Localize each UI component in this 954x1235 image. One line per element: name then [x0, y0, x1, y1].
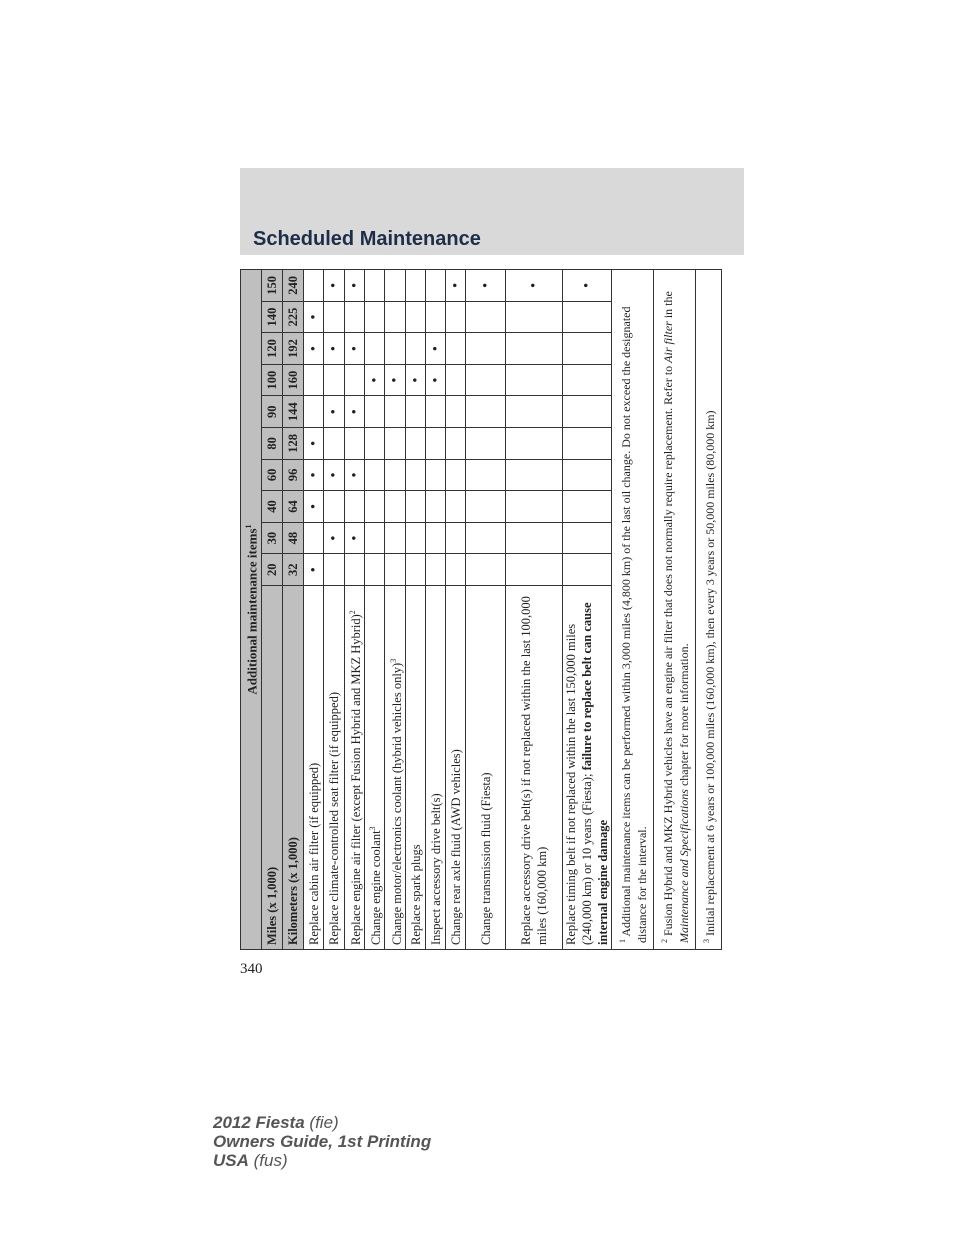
interval-bullet: •	[506, 270, 563, 302]
interval-empty	[365, 333, 385, 365]
interval-empty	[324, 364, 345, 396]
interval-empty	[406, 522, 426, 554]
interval-empty	[426, 270, 446, 302]
interval-empty	[324, 428, 345, 460]
footer-line-2: Owners Guide, 1st Printing	[213, 1132, 432, 1151]
miles-header-row	[262, 270, 283, 950]
interval-empty	[385, 270, 406, 302]
interval-empty	[426, 522, 446, 554]
footnote-row	[612, 270, 654, 950]
interval-empty	[506, 396, 563, 428]
table-row	[304, 270, 324, 950]
interval-empty	[563, 301, 612, 333]
interval-empty	[345, 428, 365, 460]
footer-line-1	[213, 1113, 431, 1132]
table-caption: Additional maintenance items$^1$	[241, 270, 262, 950]
miles-value: 140	[262, 301, 283, 333]
interval-empty	[466, 491, 506, 523]
section-header-band	[240, 168, 744, 255]
interval-empty	[466, 428, 506, 460]
km-value: 32	[283, 554, 304, 586]
interval-bullet: •	[345, 270, 365, 302]
footnote-row	[696, 270, 722, 950]
km-value: 240	[283, 270, 304, 302]
table-row	[563, 270, 612, 950]
interval-bullet: •	[446, 270, 466, 302]
interval-empty	[506, 554, 563, 586]
interval-bullet: •	[466, 270, 506, 302]
interval-bullet: •	[324, 396, 345, 428]
interval-empty	[304, 364, 324, 396]
interval-empty	[506, 364, 563, 396]
maintenance-item-label: Change motor/electronics coolant (hybrid vehicles only)$^3$	[385, 586, 406, 950]
table-row	[345, 270, 365, 950]
interval-bullet: •	[426, 333, 446, 365]
interval-empty	[385, 554, 406, 586]
interval-empty	[446, 396, 466, 428]
interval-empty	[426, 428, 446, 460]
maintenance-item-label: Replace climate-controlled seat filter (if equipped)	[324, 586, 345, 950]
interval-empty	[385, 396, 406, 428]
table-row	[385, 270, 406, 950]
interval-bullet: •	[345, 333, 365, 365]
interval-bullet: •	[365, 364, 385, 396]
interval-bullet: •	[324, 459, 345, 491]
maintenance-table-wrapper	[240, 270, 718, 950]
interval-empty	[563, 364, 612, 396]
interval-empty	[563, 428, 612, 460]
table-row	[365, 270, 385, 950]
interval-empty	[365, 522, 385, 554]
interval-empty	[563, 554, 612, 586]
interval-empty	[446, 554, 466, 586]
footnote-row	[654, 270, 696, 950]
interval-empty	[446, 491, 466, 523]
interval-empty	[365, 459, 385, 491]
interval-empty	[466, 459, 506, 491]
interval-empty	[304, 396, 324, 428]
interval-bullet: •	[345, 459, 365, 491]
table-caption-row	[241, 270, 262, 950]
maintenance-item-label: Replace timing belt if not replaced within the last 150,000 miles (240,000 km) or 10 years (Fiesta); failure to replace belt can cause internal engine damage	[563, 586, 612, 950]
interval-bullet: •	[385, 364, 406, 396]
interval-empty	[426, 301, 446, 333]
km-value: 192	[283, 333, 304, 365]
interval-empty	[426, 459, 446, 491]
interval-bullet: •	[304, 333, 324, 365]
interval-empty	[563, 522, 612, 554]
interval-empty	[406, 301, 426, 333]
interval-empty	[365, 554, 385, 586]
interval-bullet: •	[324, 522, 345, 554]
table-row	[506, 270, 563, 950]
miles-value: 80	[262, 428, 283, 460]
interval-empty	[426, 554, 446, 586]
interval-empty	[406, 333, 426, 365]
interval-empty	[406, 270, 426, 302]
interval-empty	[466, 554, 506, 586]
miles-value: 90	[262, 396, 283, 428]
footnote-3: $^3$ Initial replacement at 6 years or 100,000 miles (160,000 km), then every 3 years or 50,000 miles (80,000 km)	[696, 270, 722, 950]
interval-empty	[446, 364, 466, 396]
interval-bullet: •	[304, 491, 324, 523]
maintenance-item-label: Change transmission fluid (Fiesta)	[466, 586, 506, 950]
footer-market: USA	[213, 1151, 249, 1170]
interval-empty	[385, 522, 406, 554]
miles-value: 20	[262, 554, 283, 586]
interval-empty	[446, 301, 466, 333]
interval-empty	[446, 428, 466, 460]
page-number: 340	[240, 961, 263, 977]
miles-value: 30	[262, 522, 283, 554]
interval-empty	[345, 301, 365, 333]
maintenance-item-label: Change engine coolant$^3$	[365, 586, 385, 950]
maintenance-item-label: Replace cabin air filter (if equipped)	[304, 586, 324, 950]
interval-empty	[406, 491, 426, 523]
km-value: 128	[283, 428, 304, 460]
interval-empty	[324, 301, 345, 333]
interval-bullet: •	[304, 428, 324, 460]
interval-bullet: •	[406, 364, 426, 396]
maintenance-item-label: Replace accessory drive belt(s) if not replaced within the last 100,000 miles (160,000 km)	[506, 586, 563, 950]
maintenance-item-label: Change rear axle fluid (AWD vehicles)	[446, 586, 466, 950]
miles-value: 100	[262, 364, 283, 396]
miles-value: 40	[262, 491, 283, 523]
interval-empty	[365, 428, 385, 460]
interval-empty	[365, 270, 385, 302]
km-value: 64	[283, 491, 304, 523]
footer-model: 2012 Fiesta	[213, 1113, 305, 1132]
maintenance-table-rotated	[240, 270, 718, 950]
interval-empty	[563, 459, 612, 491]
interval-empty	[324, 554, 345, 586]
footer-model-code: (fie)	[304, 1113, 339, 1132]
km-value: 160	[283, 364, 304, 396]
footnote-1: $^1$ Additional maintenance items can be performed within 3,000 miles (4,800 km) of the last oil change. Do not exceed the designated distance for the interval.	[612, 270, 654, 950]
table-row	[446, 270, 466, 950]
interval-empty	[385, 301, 406, 333]
table-row	[426, 270, 446, 950]
interval-empty	[466, 522, 506, 554]
interval-empty	[563, 491, 612, 523]
km-value: 225	[283, 301, 304, 333]
interval-empty	[506, 301, 563, 333]
interval-bullet: •	[304, 459, 324, 491]
section-title: Scheduled Maintenance	[253, 228, 481, 250]
interval-empty	[345, 491, 365, 523]
interval-empty	[506, 522, 563, 554]
table-row	[406, 270, 426, 950]
interval-empty	[406, 396, 426, 428]
km-header-row	[283, 270, 304, 950]
interval-empty	[365, 396, 385, 428]
footer-market-code: (fus)	[248, 1151, 288, 1170]
interval-empty	[406, 428, 426, 460]
interval-empty	[385, 459, 406, 491]
interval-empty	[466, 396, 506, 428]
interval-empty	[446, 522, 466, 554]
miles-label: Miles (x 1,000)	[262, 586, 283, 950]
interval-empty	[466, 364, 506, 396]
interval-empty	[563, 333, 612, 365]
interval-empty	[563, 396, 612, 428]
maintenance-item-label: Replace spark plugs	[406, 586, 426, 950]
interval-empty	[446, 333, 466, 365]
interval-bullet: •	[304, 554, 324, 586]
interval-empty	[345, 554, 365, 586]
maintenance-item-label: Inspect accessory drive belt(s)	[426, 586, 446, 950]
interval-bullet: •	[426, 364, 446, 396]
interval-empty	[345, 364, 365, 396]
km-value: 96	[283, 459, 304, 491]
interval-bullet: •	[345, 396, 365, 428]
km-value: 48	[283, 522, 304, 554]
interval-empty	[506, 459, 563, 491]
miles-value: 150	[262, 270, 283, 302]
interval-empty	[304, 270, 324, 302]
interval-empty	[446, 459, 466, 491]
interval-empty	[385, 428, 406, 460]
interval-empty	[506, 491, 563, 523]
km-label: Kilometers (x 1,000)	[283, 586, 304, 950]
interval-bullet: •	[304, 301, 324, 333]
interval-empty	[426, 396, 446, 428]
interval-empty	[466, 333, 506, 365]
footnote-2: $^2$ Fusion Hybrid and MKZ Hybrid vehicles have an engine air filter that does not normally require replacement. Refer to Air filter in the Maintenance and Specifications chapter for more information.	[654, 270, 696, 950]
km-value: 144	[283, 396, 304, 428]
interval-empty	[406, 554, 426, 586]
footer	[213, 1113, 431, 1170]
table-row	[466, 270, 506, 950]
miles-value: 60	[262, 459, 283, 491]
interval-empty	[385, 333, 406, 365]
interval-bullet: •	[324, 270, 345, 302]
maintenance-table	[240, 269, 722, 950]
interval-empty	[406, 459, 426, 491]
interval-bullet: •	[324, 333, 345, 365]
interval-empty	[304, 522, 324, 554]
interval-empty	[506, 428, 563, 460]
interval-empty	[324, 491, 345, 523]
interval-empty	[506, 333, 563, 365]
interval-bullet: •	[345, 522, 365, 554]
table-row	[324, 270, 345, 950]
interval-empty	[365, 301, 385, 333]
interval-empty	[466, 301, 506, 333]
maintenance-item-label: Replace engine air filter (except Fusion Hybrid and MKZ Hybrid)$^2$	[345, 586, 365, 950]
miles-value: 120	[262, 333, 283, 365]
footer-line-3	[213, 1151, 431, 1170]
interval-empty	[365, 491, 385, 523]
interval-empty	[426, 491, 446, 523]
interval-bullet: •	[563, 270, 612, 302]
interval-empty	[385, 491, 406, 523]
